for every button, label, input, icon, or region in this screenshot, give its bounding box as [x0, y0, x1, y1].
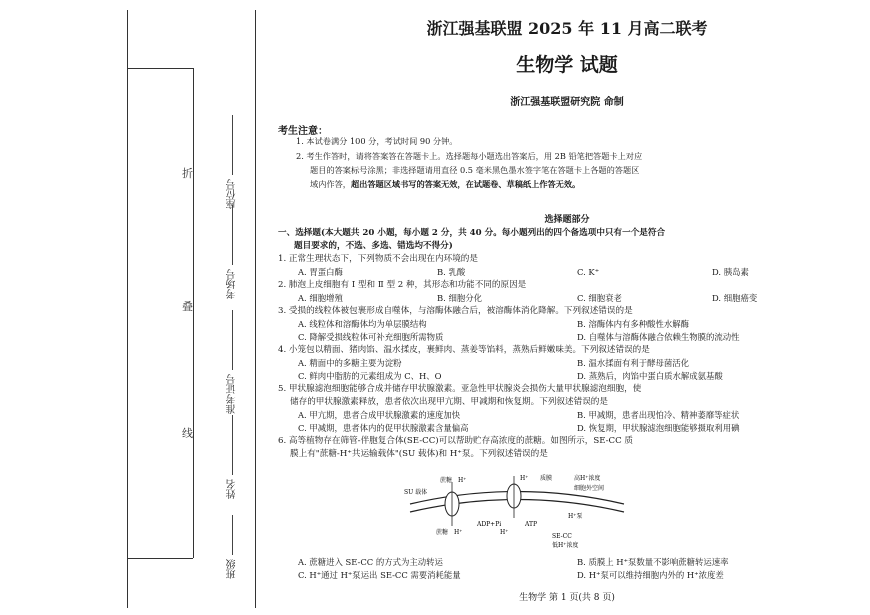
question-4-option-a: A. 精面中的多糖主要为淀粉: [298, 358, 402, 368]
question-3-option-b: B. 溶酶体内有多种酸性水解酶: [577, 319, 689, 329]
class-blank[interactable]: [232, 515, 233, 555]
question-2-stem: 2. 肺泡上皮细胞有 Ⅰ 型和 Ⅱ 型 2 种，其形态和功能不同的原因是: [278, 280, 527, 290]
label-h-plus-right: H⁺: [520, 475, 529, 482]
seal-char-fold: 折: [182, 167, 193, 180]
label-high-conc: 高H⁺浓度: [574, 475, 601, 482]
label-adp: ADP+Pi: [477, 521, 502, 528]
exam-room-label: 考场号: [227, 269, 238, 299]
label-h-plus: H⁺: [458, 477, 467, 484]
fold-line: [193, 68, 194, 558]
question-5-stem-1: 5. 甲状腺滤泡细胞能够合成并储存甲状腺激素。亚急性甲状腺炎会损伤大量甲状腺滤泡细胞，使: [278, 384, 642, 394]
question-6-stem-1: 6. 高等植物存在筛管-伴胞复合体(SE-CC)可以帮助贮存高浓度的蔗糖。如图所示，SE-CC 质: [278, 436, 634, 446]
question-2-option-d: D. 细胞癌变: [712, 293, 758, 303]
label-membrane: 质膜: [540, 475, 553, 482]
label-pump: H⁺泵: [568, 513, 583, 520]
part1-instructions: [278, 227, 858, 253]
notice-item-1: 1. 本试卷满分 100 分，考试时间 90 分钟。: [296, 136, 458, 146]
seal-char-stack: 叠: [182, 300, 193, 313]
question-1-option-a: A. 胃蛋白酶: [298, 267, 343, 277]
label-h-in: H⁺: [500, 529, 509, 536]
label-atp: ATP: [525, 521, 538, 528]
sucrose-transport-diagram: [402, 474, 632, 552]
notice-item-2c-text: 域内作答，: [310, 179, 351, 189]
question-5-option-d: D. 恢复期，甲状腺滤泡细胞能够摄取利用碘: [577, 423, 740, 433]
notice-item-2b: 题目的答案标号涂黑；非选择题请用直径 0.5 毫米黑色墨水签字笔在答题卡上各题的答题区: [310, 165, 640, 175]
margin-outer-rule: [127, 10, 128, 608]
label-low-conc: 低H⁺浓度: [552, 542, 579, 549]
part1-line1: 一、选择题(本大题共 20 小题，每小题 2 分，共 40 分。每小题列出的四个备选项中只有一个是符合: [278, 228, 666, 238]
question-2-option-c: C. 细胞衰老: [577, 293, 622, 303]
section-title: 选择题部分: [544, 215, 590, 225]
part1-line2: 题目要求的，不选、多选、错选均不得分): [294, 241, 453, 251]
label-sucrose-bottom: 蔗糖: [436, 529, 449, 536]
subject-title: 生物学 试题: [516, 54, 618, 76]
question-6-option-c: C. H⁺通过 H⁺泵运出 SE-CC 需要消耗能量: [298, 570, 461, 580]
admission-number-label: 准考证号: [227, 374, 238, 414]
question-3-stem: 3. 受损的线粒体被包裹形成自噬体，与溶酶体融合后，被溶酶体消化降解。下列叙述错误的是: [278, 306, 633, 316]
question-6-option-a: A. 蔗糖进入 SE-CC 的方式为主动转运: [298, 557, 443, 567]
label-h-bottom: H⁺: [454, 529, 463, 536]
class-field[interactable]: [225, 515, 240, 579]
exam-title: 浙江强基联盟 2025 年 11 月高二联考: [426, 19, 708, 38]
notice-heading: 考生注意：: [278, 126, 328, 137]
label-se-cc: SE-CC: [552, 533, 572, 540]
exam-paper: [272, 0, 862, 615]
notice-item-2a: 2. 考生作答时，请将答案答在答题卡上。选择题每小题选出答案后，用 2B 铅笔把答题卡上对应: [296, 151, 643, 161]
question-6-option-b: B. 质膜上 H⁺泵数量不影响蔗糖转运速率: [577, 557, 729, 567]
label-su-carrier: SU 载体: [404, 489, 428, 496]
notice-item-2c-bold: 超出答题区域书写的答案无效，在试题卷、草稿纸上作答无效。: [350, 179, 581, 189]
question-5-option-b: B. 甲减期，患者出现怕冷、精神萎靡等症状: [577, 410, 740, 420]
question-3-option-a: A. 线粒体和溶酶体均为单层膜结构: [298, 319, 427, 329]
question-2-option-a: A. 细胞增殖: [298, 293, 343, 303]
fold-line-bottom-tick: [127, 558, 193, 559]
seat-number-field[interactable]: [225, 115, 240, 209]
seat-number-label: 座位号: [227, 179, 238, 209]
question-5-stem-2: 储存的甲状腺激素释放，患者依次出现甲亢期、甲减期和恢复期。下列叙述错误的是: [290, 397, 608, 407]
name-field[interactable]: [225, 415, 240, 499]
question-4-option-c: C. 鲜肉中脂肪的元素组成为 C、H、O: [298, 371, 442, 381]
page-footer: 生物学 第 1 页(共 8 页): [519, 593, 615, 603]
question-5-option-c: C. 甲减期，患者体内的促甲状腺激素含量偏高: [298, 423, 469, 433]
exam-room-blank[interactable]: [232, 205, 233, 265]
class-label: 班级: [227, 559, 238, 579]
admission-number-blank[interactable]: [232, 310, 233, 370]
question-4-stem: 4. 小笼包以精面、猪肉馅、温水揉皮，裹鲜肉、蒸姜等馅料，蒸熟后鲜嫩味美。下列叙述错误的是: [278, 345, 650, 355]
question-5-option-a: A. 甲亢期，患者合成甲状腺激素的速度加快: [298, 410, 461, 420]
exam-room-field[interactable]: [225, 205, 240, 299]
binding-margin: [0, 0, 270, 615]
author-line: 浙江强基联盟研究院 命制: [510, 97, 624, 108]
notice-item-2c: [310, 177, 866, 191]
admission-number-field[interactable]: [225, 310, 240, 414]
label-sucrose: 蔗糖: [440, 477, 453, 484]
question-4-option-d: D. 蒸熟后，肉馅中蛋白质水解成氨基酸: [577, 371, 723, 381]
label-extracellular: 细胞外空间: [574, 485, 605, 492]
margin-inner-rule: [255, 10, 256, 608]
fold-line-top-tick: [127, 68, 193, 69]
name-blank[interactable]: [232, 415, 233, 475]
seal-char-line: 线: [182, 427, 193, 440]
question-6-stem-2: 膜上有"蔗糖-H⁺共运输载体"(SU 载体)和 H⁺泵。下列叙述错误的是: [290, 449, 548, 459]
question-3-option-c: C. 降解受损线粒体可补充细胞所需物质: [298, 332, 444, 342]
question-3-option-d: D. 自噬体与溶酶体融合依赖生物膜的流动性: [577, 332, 740, 342]
question-1-option-d: D. 胰岛素: [712, 267, 749, 277]
question-1-option-b: B. 乳酸: [437, 267, 466, 277]
question-4-option-b: B. 温水揉面有利于酵母菌活化: [577, 358, 689, 368]
question-6-option-d: D. H⁺泵可以维持细胞内外的 H⁺浓度差: [577, 570, 724, 580]
name-label: 姓名: [227, 479, 238, 499]
question-2-option-b: B. 细胞分化: [437, 293, 482, 303]
question-1-stem: 1. 正常生理状态下，下列物质不会出现在内环境的是: [278, 254, 478, 264]
seat-number-blank[interactable]: [232, 115, 233, 175]
question-1-option-c: C. K⁺: [577, 267, 600, 277]
